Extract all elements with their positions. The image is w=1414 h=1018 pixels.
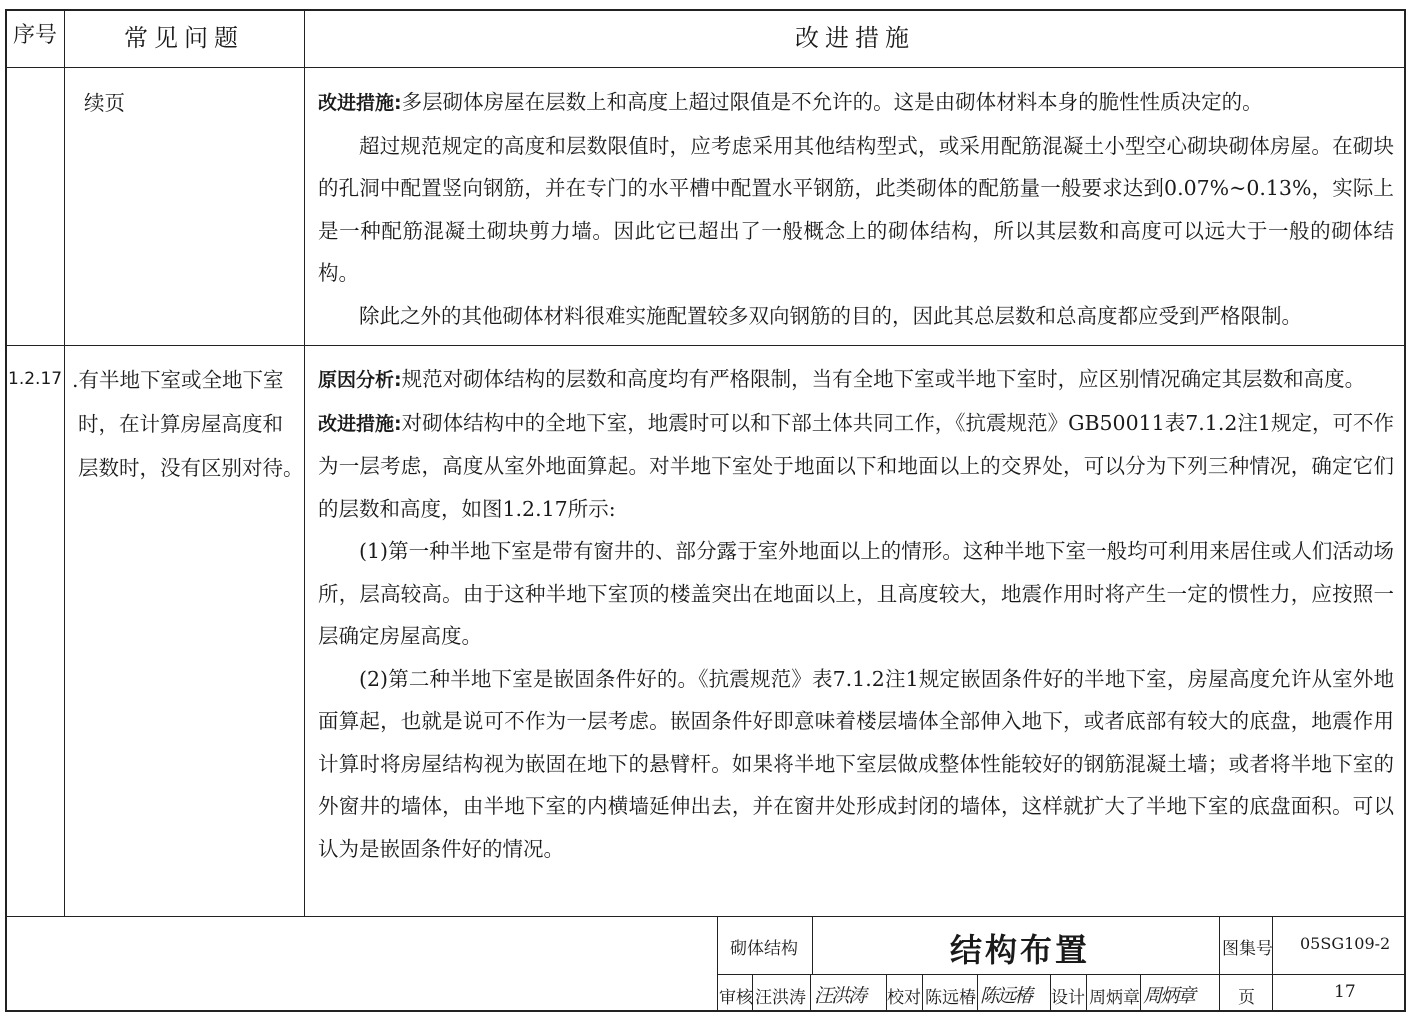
reviewer-signature: 汪洪涛 bbox=[814, 985, 866, 1007]
reviewer-name: 汪洪涛 bbox=[755, 988, 806, 1008]
row1-problem: 续页 bbox=[84, 91, 125, 115]
row1-measures bbox=[318, 81, 1394, 337]
header-problem: 常见问题 bbox=[124, 24, 244, 52]
row2-problem-line-3: 层数时，没有区别对待。 bbox=[78, 456, 304, 480]
row2-cause-text: 规范对砌体结构的层数和高度均有严格限制，当有全地下室或半地下室时，应区别情况确定其层数和高度。 bbox=[401, 367, 1366, 391]
row2-measure-label: 改进措施: bbox=[318, 412, 402, 435]
titleblock-sep-4 bbox=[922, 974, 923, 1011]
titleblock-category-line bbox=[812, 916, 813, 974]
designer-signature: 周炳章 bbox=[1143, 985, 1195, 1007]
titleblock-label-line bbox=[1272, 916, 1273, 1011]
titleblock-mid-line bbox=[717, 974, 1405, 975]
titleblock-title-line bbox=[1219, 916, 1220, 1011]
header-divider bbox=[6, 67, 1405, 68]
row1-paragraph-2: 超过规范规定的高度和层数限值时，应考虑采用其他结构型式，或采用配筋混凝土小型空心砌块砌体房屋。在砌块的孔洞中配置竖向钢筋，并在专门的水平槽中配置水平钢筋，此类砌体的配筋量一般要求达到0.07%~0.13%，实际上是一种配筋混凝土砌块剪力墙。因此它已超出了一般概念上的砌体结构，所以其层数和高度可以远大于一般的砌体结构。 bbox=[318, 133, 1394, 285]
page-label: 页 bbox=[1238, 988, 1255, 1008]
row2-problem-line-1: .有半地下室或全地下室 bbox=[72, 368, 284, 392]
check-label: 校对 bbox=[887, 988, 921, 1008]
table-bottom-line bbox=[6, 916, 1405, 917]
row2-cause-label: 原因分析: bbox=[318, 369, 402, 391]
header-seq: 序号 bbox=[12, 23, 57, 48]
titleblock-sep-5 bbox=[977, 974, 978, 1011]
row2-measures bbox=[318, 358, 1394, 870]
row1-measure-text: 多层砌体房屋在层数上和高度上超过限值是不允许的。这是由砌体材料本身的脆性性质决定的。 bbox=[401, 90, 1263, 114]
problem-column-line bbox=[304, 10, 305, 916]
header-measure: 改进措施 bbox=[795, 24, 915, 52]
titleblock-sep-7 bbox=[1086, 974, 1087, 1011]
page-number: 17 bbox=[1334, 982, 1356, 1002]
review-label: 审核 bbox=[719, 988, 753, 1008]
row2-problem bbox=[72, 358, 304, 490]
row-divider bbox=[6, 345, 1405, 346]
row2-problem-line-2: 时，在计算房屋高度和 bbox=[78, 412, 283, 436]
row2-paragraph-4: (2)第二种半地下室是嵌固条件好的。《抗震规范》表7.1.2注1规定嵌固条件好的半地下室，房屋高度允许从室外地面算起，也就是说可不作为一层考虑。嵌固条件好即意味着楼层墙体全部伸入地下，或者底部有较大的底盘，地震作用计算时将房屋结构视为嵌固在地下的悬臂杆。如果将半地下室层做成整体性能较好的钢筋混凝土墙；或者将半地下室的外窗井的墙体，由半地下室的内横墙延伸出去，并在窗井处形成封闭的墙体，这样就扩大了半地下室的底盘面积。可以认为是嵌固条件好的情况。 bbox=[318, 666, 1394, 861]
designer-name: 周炳章 bbox=[1089, 988, 1140, 1008]
design-label: 设计 bbox=[1051, 988, 1085, 1008]
drawing-title: 结构布置 bbox=[950, 931, 1091, 969]
row2-paragraph-3: (1)第一种半地下室是带有窗井的、部分露于室外地面以上的情形。这种半地下室一般均可利用来居住或人们活动场所，层高较高。由于这种半地下室顶的楼盖突出在地面以上，且高度较大，地震作用时将产生一定的惯性力，应按照一层确定房屋高度。 bbox=[318, 539, 1394, 648]
titleblock-category: 砌体结构 bbox=[730, 939, 798, 959]
titleblock-sep-2 bbox=[810, 974, 811, 1011]
titleblock-sep-8 bbox=[1140, 974, 1141, 1011]
row1-paragraph-3: 除此之外的其他砌体材料很难实施配置较多双向钢筋的目的，因此其总层数和总高度都应受到严格限制。 bbox=[359, 303, 1302, 328]
atlas-label: 图集号 bbox=[1222, 939, 1273, 959]
row2-measure-text: 对砌体结构中的全地下室，地震时可以和下部土体共同工作，《抗震规范》GB50011表7.1.2注1规定，可不作为一层考虑，高度从室外地面算起。对半地下室处于地面以下和地面以上的交界处，可以分为下列三种情况，确定它们的层数和高度，如图1.2.17所示: bbox=[318, 410, 1394, 521]
titleblock-left-line bbox=[717, 916, 718, 1011]
checker-name: 陈远椿 bbox=[925, 988, 976, 1008]
row2-seq-number: 1.2.17 bbox=[8, 369, 63, 389]
checker-signature: 陈远椿 bbox=[980, 985, 1032, 1007]
row1-measure-label: 改进措施: bbox=[318, 92, 402, 114]
seq-column-line bbox=[64, 10, 65, 916]
atlas-number: 05SG109-2 bbox=[1300, 934, 1391, 953]
